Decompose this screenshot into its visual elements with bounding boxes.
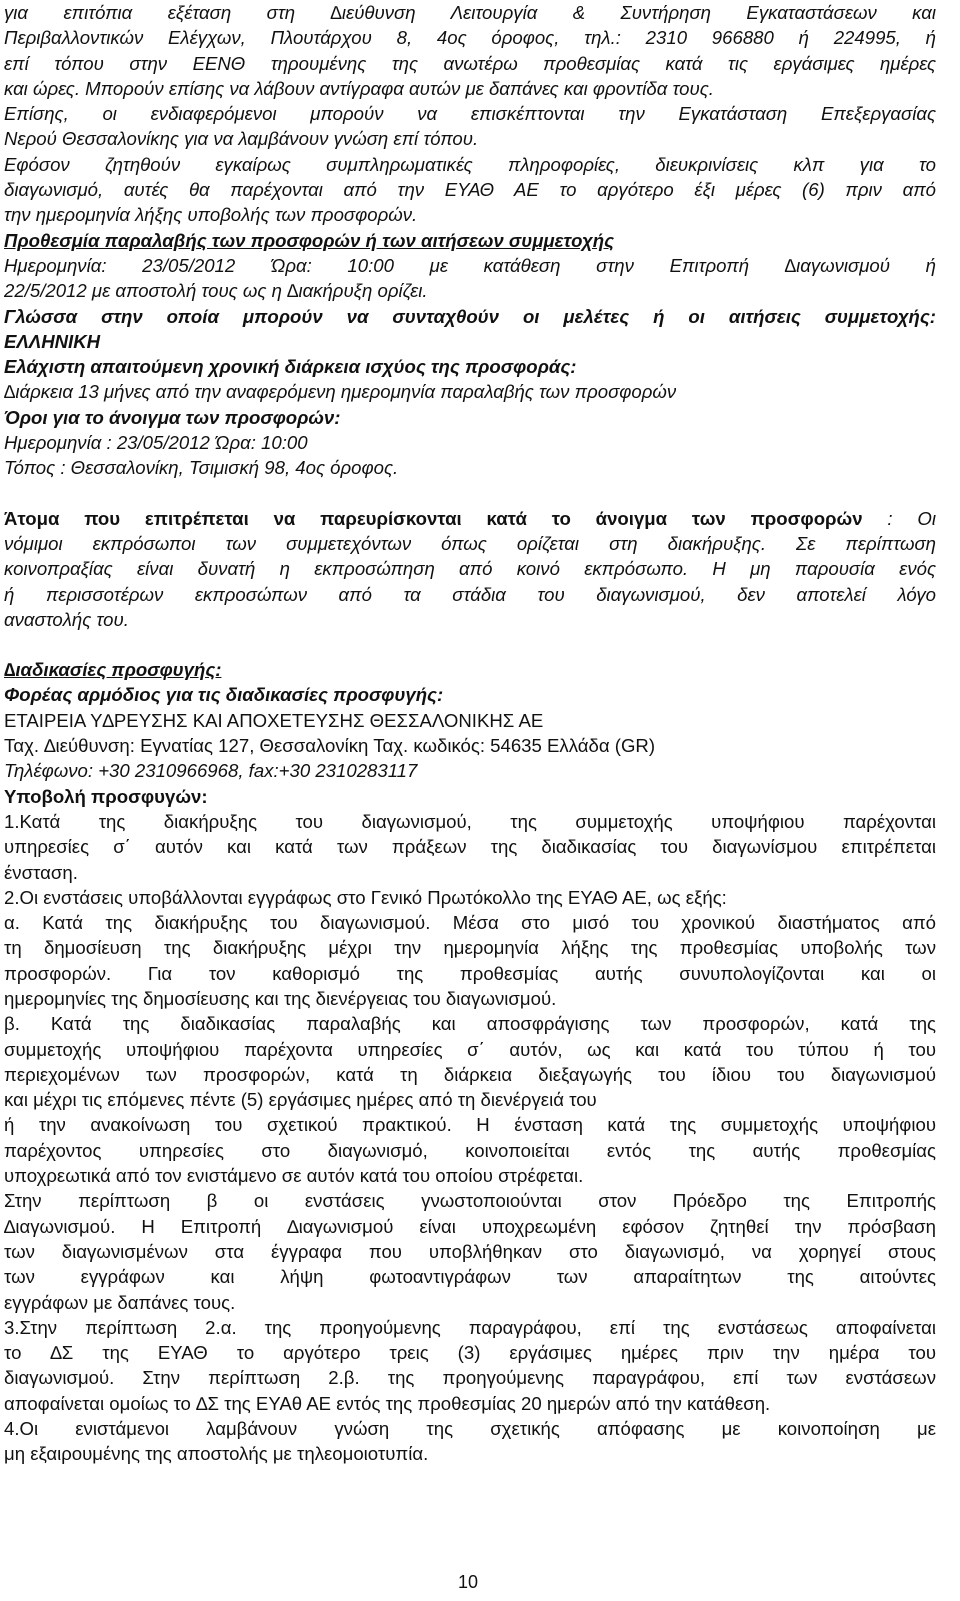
text-line: παρέχοντος υπηρεσίες στο διαγωνισμό, κοινοποιείται εντός της αυτής προθεσμίας	[4, 1139, 936, 1161]
text-line: και ώρες. Μπορούν επίσης να λάβουν αντίγραφα αυτών με δαπάνες και φροντίδα τους.	[4, 77, 714, 99]
text-line: Στην περίπτωση β οι ενστάσεις γνωστοποιούνται στον Πρόεδρο της Επιτροπής	[4, 1190, 936, 1212]
text-line: ή την ανακοίνωση του σχετικού πρακτικού. Η ένσταση κατά της συμμετοχής υποψήφιου	[4, 1114, 936, 1136]
text-line: αποφαίνεται ομοίως το ∆Σ της ΕΥΑθ ΑΕ εντός της προθεσμίας 20 ημερών από την κατάθεση.	[4, 1392, 771, 1414]
text-line: 22/5/2012 με αποστολή τους ως η ∆ιακήρυξη ορίζει.	[4, 280, 428, 302]
document-body	[4, 0, 936, 1467]
text-line: μη εξαιρουμένης της αποστολής με τηλεομοιοτυπία.	[4, 1443, 429, 1465]
section-heading: Όροι για το άνοιγμα των προσφορών:	[4, 406, 341, 428]
section-heading: Γλώσσα στην οποία μπορούν να συνταχθούν οι μελέτες ή οι αιτήσεις συμμετοχής:	[4, 305, 936, 327]
blank-line	[4, 481, 936, 506]
text-line: προσφορών. Για τον καθορισμό της προθεσμίας αυτής συνυπολογίζονται και οι	[4, 962, 936, 984]
text-line: διαγωνισμού. Στην περίπτωση 2.β. της προηγούμενης παραγράφου, επί των ενστάσεων	[4, 1367, 936, 1389]
section-heading: ∆ιαδικασίες προσφυγής:	[4, 659, 222, 681]
text-line: Ταχ. ∆ιεύθυνση: Εγνατίας 127, Θεσσαλονίκη Ταχ. κωδικός: 54635 Ελλάδα (GR)	[4, 735, 656, 757]
text-line: ΕΤΑΙΡΕΙΑ Υ∆ΡΕΥΣΗΣ ΚΑΙ ΑΠΟΧΕΤΕΥΣΗΣ ΘΕΣΣΑΛΟΝΙΚΗΣ ΑΕ	[4, 709, 544, 731]
text-line: αναστολής του.	[4, 608, 129, 630]
text-line: Ημερομηνία: 23/05/2012 Ώρα: 10:00 με κατάθεση στην Επιτροπή ∆ιαγωνισμού ή	[4, 254, 936, 276]
text-line: Τόπος : Θεσσαλονίκη, Τσιμισκή 98, 4ος όροφος.	[4, 457, 399, 479]
text-line: περιεχομένων των προσφορών, κατά τη διάρκεια διεξαγωγής του ίδιου του διαγωνισμού	[4, 1063, 936, 1085]
text-line: για επιτόπια εξέταση στη ∆ιεύθυνση Λειτουργία & Συντήρηση Εγκαταστάσεων και	[4, 2, 936, 23]
text-line: το ∆Σ της ΕΥΑΘ το αργότερο τρεις (3) εργάσιμες ημέρες πριν την ημέρα του	[4, 1342, 936, 1364]
text-line: την ημερομηνία λήξης υποβολής των προσφορών.	[4, 204, 418, 226]
section-heading: Υποβολή προσφυγών:	[4, 785, 208, 807]
section-heading: ΕΛΛΗΝΙΚΗ	[4, 330, 101, 352]
text-line: των εγγράφων και λήψη φωτοαντιγράφων των απαραίτητων της αιτούντες	[4, 1266, 936, 1288]
text-line: ∆ιαγωνισμού. Η Επιτροπή ∆ιαγωνισμού είναι υποχρεωμένη εφόσον ζητηθεί την πρόσβαση	[4, 1215, 936, 1237]
text-line: τη δημοσίευση της διακήρυξης μέχρι την ημερομηνία λήξης της προθεσμίας υποβολής των	[4, 937, 936, 959]
text-line: 4.Οι ενιστάμενοι λαμβάνουν γνώση της σχετικής απόφασης με κοινοποίηση με	[4, 1418, 936, 1440]
text-line: 3.Στην περίπτωση 2.α. της προηγούμενης παραγράφου, επί της ενστάσεως αποφαίνεται	[4, 1316, 936, 1338]
text-line: ημερομηνίες της δημοσίευσης και της διενέργειας του διαγωνισμού.	[4, 987, 557, 1009]
text-line: κοινοπραξίας είναι δυνατή η εκπροσώπηση από κοινό εκπρόσωπο. Η μη παρουσία ενός	[4, 558, 936, 580]
section-heading: Ελάχιστη απαιτούμενη χρονική διάρκεια ισχύος της προσφοράς:	[4, 356, 577, 378]
text-line: Επίσης, οι ενδιαφερόμενοι μπορούν να επισκέπτονται την Εγκατάσταση Επεξεργασίας	[4, 103, 936, 125]
text-line: επί τόπου στην ΕΕΝΘ τηρουμένης της ανωτέρω προθεσμίας κατά τις εργάσιμες ημέρες	[4, 52, 936, 74]
text-line: Τηλέφωνο: +30 2310966968, fax:+30 2310283117	[4, 760, 418, 782]
text-line: νόμιμοι εκπρόσωποι των συμμετεχόντων όπως ορίζεται στη διακήρυξης. Σε περίπτωση	[4, 532, 936, 554]
document-page	[4, 0, 936, 1467]
blank-line	[4, 632, 936, 657]
text-line: των διαγωνισμένων στα έγγραφα που υποβλήθηκαν στο διαγωνισμό, να χορηγεί στους	[4, 1240, 936, 1262]
text-line: ένσταση.	[4, 861, 78, 883]
text-line: Ημερομηνία : 23/05/2012 Ώρα: 10:00	[4, 432, 308, 454]
text-line: 1.Κατά της διακήρυξης του διαγωνισμού, της συμμετοχής υποψήφιου παρέχονται	[4, 810, 936, 832]
text-line: Νερού Θεσσαλονίκης για να λαμβάνουν γνώση επί τόπου.	[4, 128, 479, 150]
text-line: ∆ιάρκεια 13 μήνες από την αναφερόμενη ημερομηνία παραλαβής των προσφορών	[4, 381, 677, 403]
text-line: α. Κατά της διακήρυξης του διαγωνισμού. Μέσα στο μισό του χρονικού διαστήματος από	[4, 912, 936, 934]
text-line: διαγωνισμό, αυτές θα παρέχονται από την ΕΥΑΘ ΑΕ το αργότερο έξι μέρες (6) πριν από	[4, 179, 936, 201]
text-line: υπηρεσίες σ΄ αυτόν και κατά των πράξεων της διαδικασίας του διαγωνίσμου επιτρέπεται	[4, 836, 936, 858]
text-line: Εφόσον ζητηθούν εγκαίρως συμπληρωματικές πληροφορίες, διευκρινίσεις κλπ για το	[4, 153, 936, 175]
text-line: β. Κατά της διαδικασίας παραλαβής και αποσφράγισης των προσφορών, κατά της	[4, 1013, 936, 1035]
inline-text: : Οι	[862, 507, 936, 529]
section-heading: Φορέας αρμόδιος για τις διαδικασίες προσφυγής:	[4, 684, 444, 706]
text-line: υποχρεωτικά από τον ενιστάμενο σε αυτόν κατά του οποίου στρέφεται.	[4, 1165, 584, 1187]
text-line: και μέχρι τις επόμενες πέντε (5) εργάσιμες ημέρες από τη διενέργειά του	[4, 1089, 597, 1111]
inline-heading: Άτομα που επιτρέπεται να παρευρίσκονται κατά το άνοιγμα των προσφορών	[4, 507, 863, 529]
text-line: εγγράφων με δαπάνες τους.	[4, 1291, 236, 1313]
section-heading: Προθεσμία παραλαβής των προσφορών ή των αιτήσεων συμμετοχής	[4, 229, 614, 251]
text-line	[4, 506, 936, 531]
text-line: 2.Οι ενστάσεις υποβάλλονται εγγράφως στο Γενικό Πρωτόκολλο της ΕΥΑΘ ΑΕ, ως εξής:	[4, 886, 727, 908]
text-line: ή περισσοτέρων εκπροσώπων από τα στάδια του διαγωνισμού, δεν αποτελεί λόγο	[4, 583, 936, 605]
text-line: Περιβαλλοντικών Ελέγχων, Πλουτάρχου 8, 4ος όροφος, τηλ.: 2310 966880 ή 224995, ή	[4, 27, 936, 49]
page-number: 10	[457, 1572, 479, 1592]
text-line: συμμετοχής υποψήφιου παρέχοντα υπηρεσίες σ΄ αυτόν, ως και κατά του τύπου ή του	[4, 1038, 936, 1060]
